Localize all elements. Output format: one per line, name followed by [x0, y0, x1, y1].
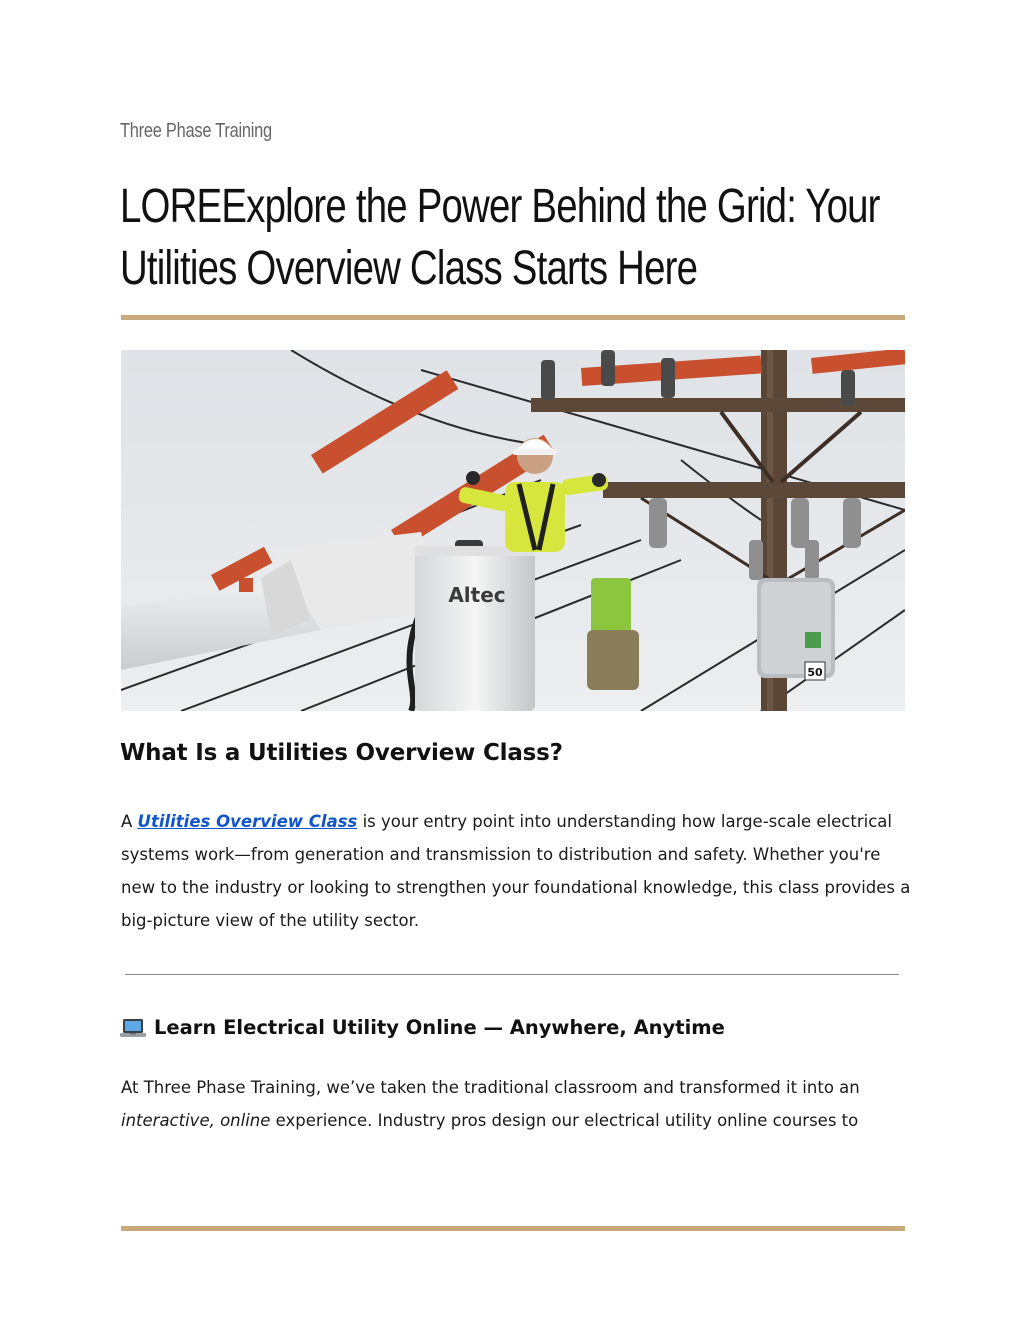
bucket-brand: Altec	[448, 583, 506, 607]
top-divider	[121, 315, 905, 320]
bottom-divider	[121, 1226, 905, 1231]
emphasis-text: interactive, online	[121, 1111, 271, 1130]
section-divider	[125, 974, 899, 975]
section-heading-utilities-class: What Is a Utilities Overview Class?	[120, 740, 563, 766]
paragraph-text: At Three Phase Training, we’ve taken the traditional classroom and transformed it into an	[121, 1078, 860, 1097]
utilities-overview-class-link[interactable]: Utilities Overview Class	[137, 812, 358, 831]
section-paragraph-learn-online	[121, 1071, 911, 1137]
section-paragraph-utilities-class	[121, 805, 911, 937]
hero-image	[121, 350, 905, 711]
paragraph-text: is your entry point into understanding how large-scale electrical systems work—from generation and transmission to distribution and safety. Whether you're new to the industry or looking to strengthen your foundational knowledge, this class provides a big-picture view of the utility sector.	[121, 812, 911, 930]
paragraph-text: experience. Industry pros design our electrical utility online courses to	[270, 1111, 859, 1130]
section-heading-learn-online	[120, 1016, 725, 1039]
utility-lineman-photo	[121, 350, 905, 711]
paragraph-text: A	[121, 812, 138, 831]
site-subtitle: Three Phase Training	[120, 120, 272, 142]
laptop-icon	[120, 1017, 146, 1039]
transformer-number: 50	[807, 666, 823, 679]
section-heading-text: Learn Electrical Utility Online — Anywhere, Anytime	[154, 1016, 725, 1039]
page-title: LOREExplore the Power Behind the Grid: Your Utilities Overview Class Starts Here	[120, 180, 880, 295]
